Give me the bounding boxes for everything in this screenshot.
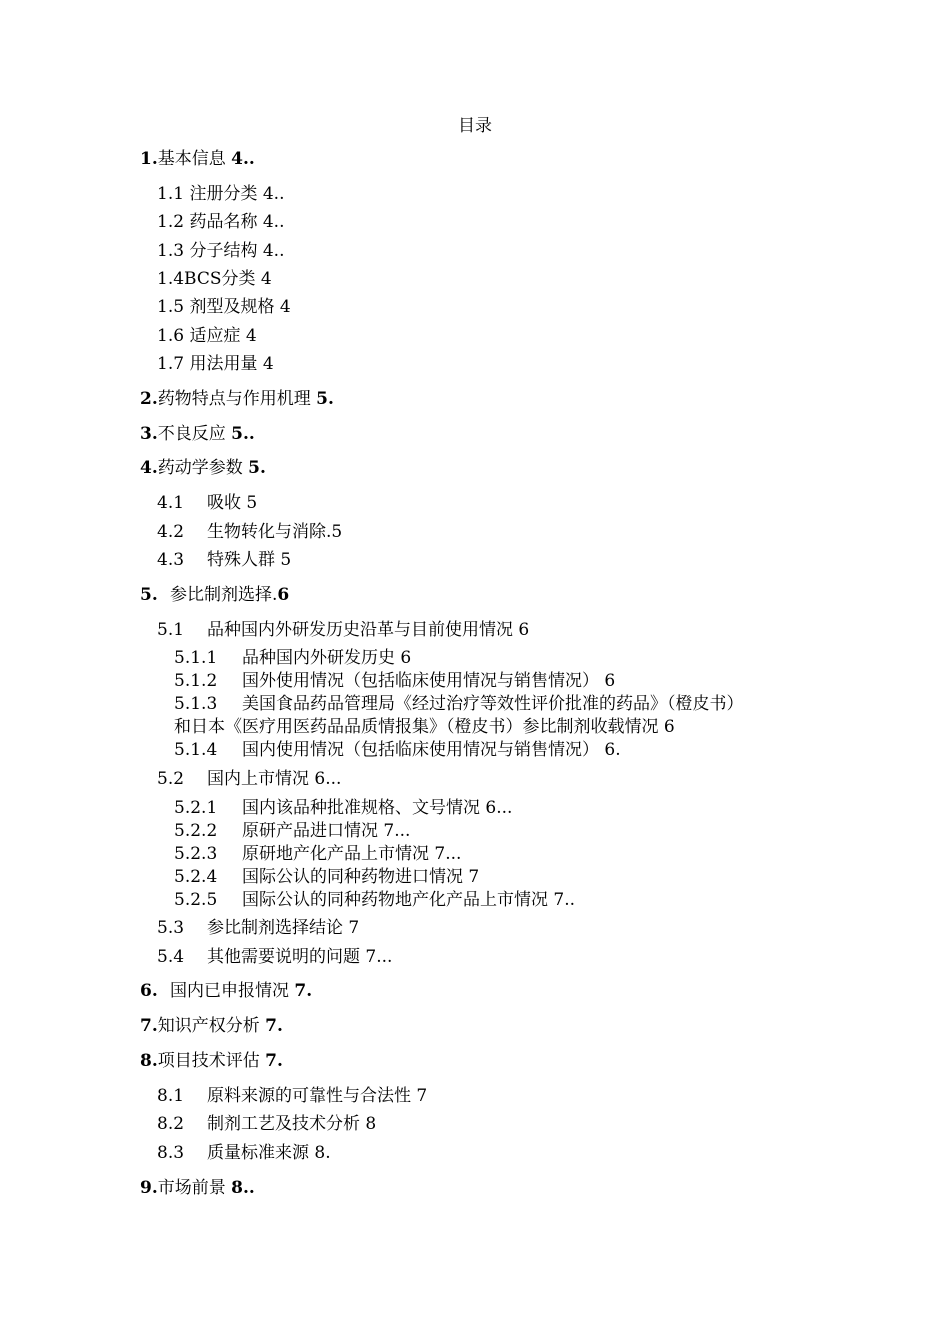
toc-num: 5.2.1 (174, 798, 218, 818)
toc-label: 参比制剂选择. (170, 585, 278, 605)
toc-num: 4.1 (157, 493, 185, 513)
toc-entry-5-1-3[interactable] (174, 692, 744, 716)
toc-page: 5 (331, 522, 343, 542)
toc-entry-5-1-3-continued[interactable] (174, 715, 675, 739)
toc-entry-1-5[interactable] (157, 295, 291, 319)
toc-num: 5.2 (157, 769, 185, 789)
toc-num: 5.1 (157, 620, 185, 640)
toc-num: 1.3 (157, 241, 185, 261)
toc-page: 5. (316, 389, 334, 409)
toc-entry-7[interactable] (140, 1014, 283, 1038)
toc-num: 5.2.4 (174, 867, 218, 887)
toc-entry-8-2[interactable] (157, 1112, 376, 1136)
toc-entry-5-2-5[interactable] (174, 888, 575, 912)
toc-num: 8.2 (157, 1114, 185, 1134)
toc-label: 吸收 (207, 493, 241, 513)
toc-label: 制剂工艺及技术分析 (207, 1114, 360, 1134)
toc-entry-5-2-3[interactable] (174, 842, 461, 866)
toc-label: 用法用量 (189, 354, 258, 374)
toc-page: 4 (262, 354, 274, 374)
toc-entry-1-6[interactable] (157, 324, 257, 348)
toc-num: 1.4 (157, 269, 185, 289)
toc-page: 4 (245, 326, 257, 346)
toc-page: 7 (468, 867, 480, 887)
toc-label: 知识产权分析 (157, 1016, 260, 1036)
toc-page: 7... (434, 844, 462, 864)
toc-label: 美国食品药品管理局《经过治疗等效性评价批准的药品》（橙皮书） (242, 694, 744, 714)
toc-label-continued: 和日本《医疗用医药品品质情报集》（橙皮书）参比制剂收载情况 (174, 717, 659, 737)
toc-label: 国内使用情况（包括临床使用情况与销售情况） (242, 740, 599, 760)
toc-page: 7. (265, 1016, 283, 1036)
toc-entry-5-1-1[interactable] (174, 646, 411, 670)
toc-page: 5 (246, 493, 258, 513)
toc-entry-5-2-2[interactable] (174, 819, 410, 843)
toc-entry-8-3[interactable] (157, 1141, 331, 1165)
toc-label: 原研产品进口情况 (242, 821, 378, 841)
toc-entry-5-2-1[interactable] (174, 796, 512, 820)
toc-num: 8.1 (157, 1086, 185, 1106)
toc-num: 1.6 (157, 326, 185, 346)
toc-entry-1-2[interactable] (157, 210, 284, 234)
toc-num: 5. (140, 585, 158, 605)
toc-label: 项目技术评估 (157, 1051, 260, 1071)
toc-label: 分子结构 (189, 241, 258, 261)
toc-page: 5.. (231, 424, 255, 444)
toc-page: 8 (365, 1114, 377, 1134)
toc-label: 品种国内外研发历史沿革与目前使用情况 (207, 620, 513, 640)
toc-page: 4.. (262, 184, 285, 204)
toc-page: 7.. (553, 890, 576, 910)
toc-num: 8.3 (157, 1143, 185, 1163)
toc-label: 国际公认的同种药物进口情况 (242, 867, 463, 887)
toc-entry-4-1[interactable] (157, 491, 257, 515)
toc-entry-5-4[interactable] (157, 945, 392, 969)
toc-entry-8-1[interactable] (157, 1084, 427, 1108)
toc-page: 8.. (231, 1178, 255, 1198)
toc-entry-9[interactable] (140, 1176, 255, 1200)
toc-num: 5.1.1 (174, 648, 218, 668)
toc-num: 9. (140, 1178, 158, 1198)
toc-page: 5. (248, 458, 266, 478)
toc-page: 7 (416, 1086, 428, 1106)
toc-num: 7. (140, 1016, 158, 1036)
toc-num: 5.4 (157, 947, 185, 967)
toc-page: 4 (279, 297, 291, 317)
toc-num: 5.2.5 (174, 890, 218, 910)
toc-label: 药物特点与作用机理 (157, 389, 311, 409)
toc-num: 1. (140, 149, 158, 169)
toc-page: 6 (663, 717, 675, 737)
toc-page: 4.. (262, 212, 285, 232)
toc-page: 5 (280, 550, 292, 570)
toc-page: 6 (277, 585, 290, 605)
toc-num: 5.1.2 (174, 671, 218, 691)
toc-entry-5[interactable] (140, 583, 289, 607)
toc-label: 原研地产化产品上市情况 (242, 844, 429, 864)
toc-entry-2[interactable] (140, 387, 334, 411)
toc-label: 剂型及规格 (189, 297, 275, 317)
toc-label: 质量标准来源 (207, 1143, 309, 1163)
toc-num: 5.2.2 (174, 821, 218, 841)
toc-label: 品种国内外研发历史 (242, 648, 395, 668)
toc-page: 6. (604, 740, 621, 760)
toc-num: 1.2 (157, 212, 185, 232)
toc-page: 6 (604, 671, 616, 691)
toc-entry-1-7[interactable] (157, 352, 274, 376)
toc-label: BCS分类 (184, 269, 256, 289)
toc-label: 其他需要说明的问题 (207, 947, 360, 967)
toc-num: 1.7 (157, 354, 185, 374)
toc-page: 6 (400, 648, 412, 668)
toc-entry-3[interactable] (140, 422, 255, 446)
toc-entry-5-2-4[interactable] (174, 865, 479, 889)
toc-label: 国内已申报情况 (170, 981, 289, 1001)
toc-entry-4[interactable] (140, 456, 266, 480)
toc-page: 8. (314, 1143, 331, 1163)
toc-entry-5-1-2[interactable] (174, 669, 615, 693)
toc-num: 3. (140, 424, 158, 444)
toc-page: 4.. (262, 241, 285, 261)
toc-label: 不良反应 (157, 424, 226, 444)
toc-page: 7... (383, 821, 411, 841)
toc-num: 4.2 (157, 522, 185, 542)
toc-entry-1-3[interactable] (157, 239, 284, 263)
toc-label: 国内该品种批准规格、文号情况 (242, 798, 480, 818)
toc-label: 市场前景 (157, 1178, 226, 1198)
toc-entry-5-1-4[interactable] (174, 738, 621, 762)
toc-page: 7. (294, 981, 313, 1001)
toc-page: 4.. (231, 149, 255, 169)
toc-num: 5.1.4 (174, 740, 218, 760)
toc-label: 特殊人群 (207, 550, 275, 570)
toc-entry-1-4[interactable] (157, 267, 272, 291)
toc-num: 5.1.3 (174, 694, 218, 714)
toc-num: 8. (140, 1051, 158, 1071)
toc-page: 6 (518, 620, 530, 640)
toc-entry-1[interactable] (140, 147, 255, 171)
toc-entry-5-2[interactable] (157, 767, 341, 791)
toc-label: 参比制剂选择结论 (207, 918, 343, 938)
toc-entry-5-3[interactable] (157, 916, 359, 940)
toc-label: 生物转化与消除. (207, 522, 332, 542)
toc-num: 5.3 (157, 918, 185, 938)
toc-label: 药动学参数 (157, 458, 243, 478)
toc-entry-4-3[interactable] (157, 548, 291, 572)
toc-label: 基本信息 (157, 149, 226, 169)
toc-page: 4 (260, 269, 272, 289)
toc-num: 1.1 (157, 184, 185, 204)
toc-title: 目录 (458, 116, 492, 136)
toc-label: 适应症 (189, 326, 241, 346)
toc-entry-1-1[interactable] (157, 182, 284, 206)
toc-entry-6[interactable] (140, 979, 312, 1003)
toc-page: 6... (485, 798, 513, 818)
toc-page: 7. (265, 1051, 283, 1071)
toc-entry-4-2[interactable] (157, 520, 342, 544)
toc-num: 1.5 (157, 297, 185, 317)
toc-page: 7... (365, 947, 393, 967)
toc-num: 6. (140, 981, 158, 1001)
toc-num: 4.3 (157, 550, 185, 570)
toc-label: 原料来源的可靠性与合法性 (207, 1086, 411, 1106)
toc-entry-8[interactable] (140, 1049, 283, 1073)
toc-entry-5-1[interactable] (157, 618, 529, 642)
toc-label: 国际公认的同种药物地产化产品上市情况 (242, 890, 548, 910)
toc-num: 2. (140, 389, 158, 409)
toc-num: 4. (140, 458, 158, 478)
toc-page: 6... (314, 769, 342, 789)
toc-page: 7 (348, 918, 360, 938)
toc-label: 药品名称 (189, 212, 258, 232)
toc-label: 国外使用情况（包括临床使用情况与销售情况） (242, 671, 599, 691)
toc-num: 5.2.3 (174, 844, 218, 864)
toc-label: 注册分类 (189, 184, 258, 204)
toc-label: 国内上市情况 (207, 769, 309, 789)
